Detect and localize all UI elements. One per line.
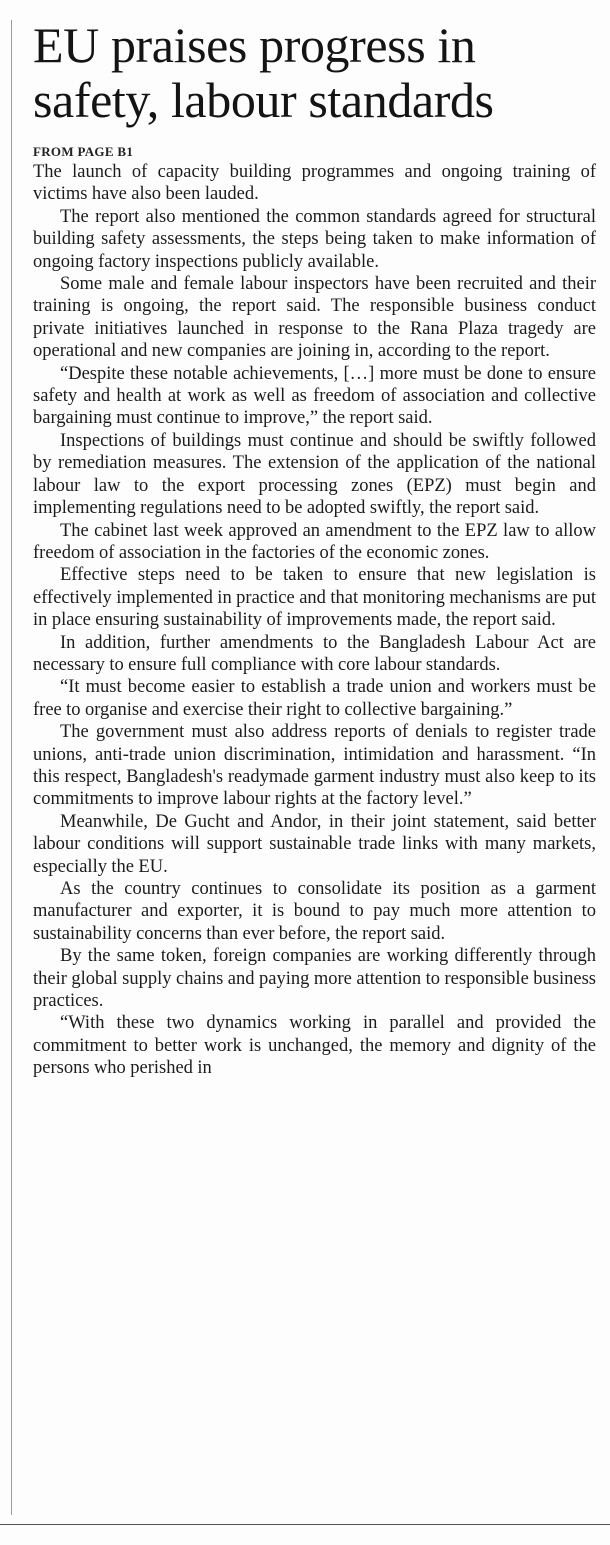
article-paragraph: The report also mentioned the common standards agreed for structural building safety assessments, the steps being taken to make information of ongoing factory inspections publicly available. (33, 206, 596, 272)
article-paragraph: The cabinet last week approved an amendment to the EPZ law to allow freedom of association in the factories of the economic zones. (33, 520, 596, 563)
article-paragraph: Some male and female labour inspectors have been recruited and their training is ongoing, the report said. The responsible business conduct private initiatives launched in response to the Rana Plaza tragedy are operational and new companies are joining in, according to the report. (33, 274, 596, 362)
article-paragraph: In addition, further amendments to the Bangladesh Labour Act are necessary to ensure full compliance with core labour standards. (33, 632, 596, 675)
column-rule (11, 20, 12, 1515)
article-paragraph: By the same token, foreign companies are working differently through their global supply chains and paying more attention to responsible business practices. (33, 946, 596, 1012)
article-paragraph: Inspections of buildings must continue and should be swiftly followed by remediation measures. The extension of the application of the national labour law to the export processing zones (EPZ) must begin and implementing regulations need to be adopted swiftly, the report said. (33, 430, 596, 519)
article-paragraph: The launch of capacity building programmes and ongoing training of victims have also been lauded. (33, 162, 596, 205)
article-paragraph: “It must become easier to establish a trade union and workers must be free to organise and exercise their right to collective bargaining.” (33, 677, 596, 720)
continuation-kicker: FROM PAGE B1 (33, 144, 134, 159)
bottom-rule (0, 1524, 610, 1525)
article-paragraph: Effective steps need to be taken to ensure that new legislation is effectively implemented in practice and that monitoring mechanisms are put in place ensuring sustainability of improvements made, the report said. (33, 565, 596, 631)
article-paragraph: “With these two dynamics working in parallel and provided the commitment to better work is unchanged, the memory and dignity of the persons who perished in (33, 1013, 596, 1079)
article-paragraph: The government must also address reports of denials to register trade unions, anti-trade union discrimination, intimidation and harassment. “In this respect, Bangladesh's readymade garment industry must also keep to its commitments to improve labour rights at the factory level.” (33, 722, 596, 810)
article-body (33, 161, 596, 1080)
article-paragraph: As the country continues to consolidate its position as a garment manufacturer and exporter, it is bound to pay much more attention to sustainability concerns than ever before, the report said. (33, 879, 596, 944)
article-paragraph: “Despite these notable achievements, […] more must be done to ensure safety and health at work as well as freedom of association and collective bargaining must continue to improve,” the report said. (33, 363, 596, 429)
article-paragraph: Meanwhile, De Gucht and Andor, in their joint statement, said better labour conditions will support sustainable trade links with many markets, especially the EU. (33, 811, 596, 877)
headline: EU praises progress in safety, labour standards (33, 17, 494, 128)
